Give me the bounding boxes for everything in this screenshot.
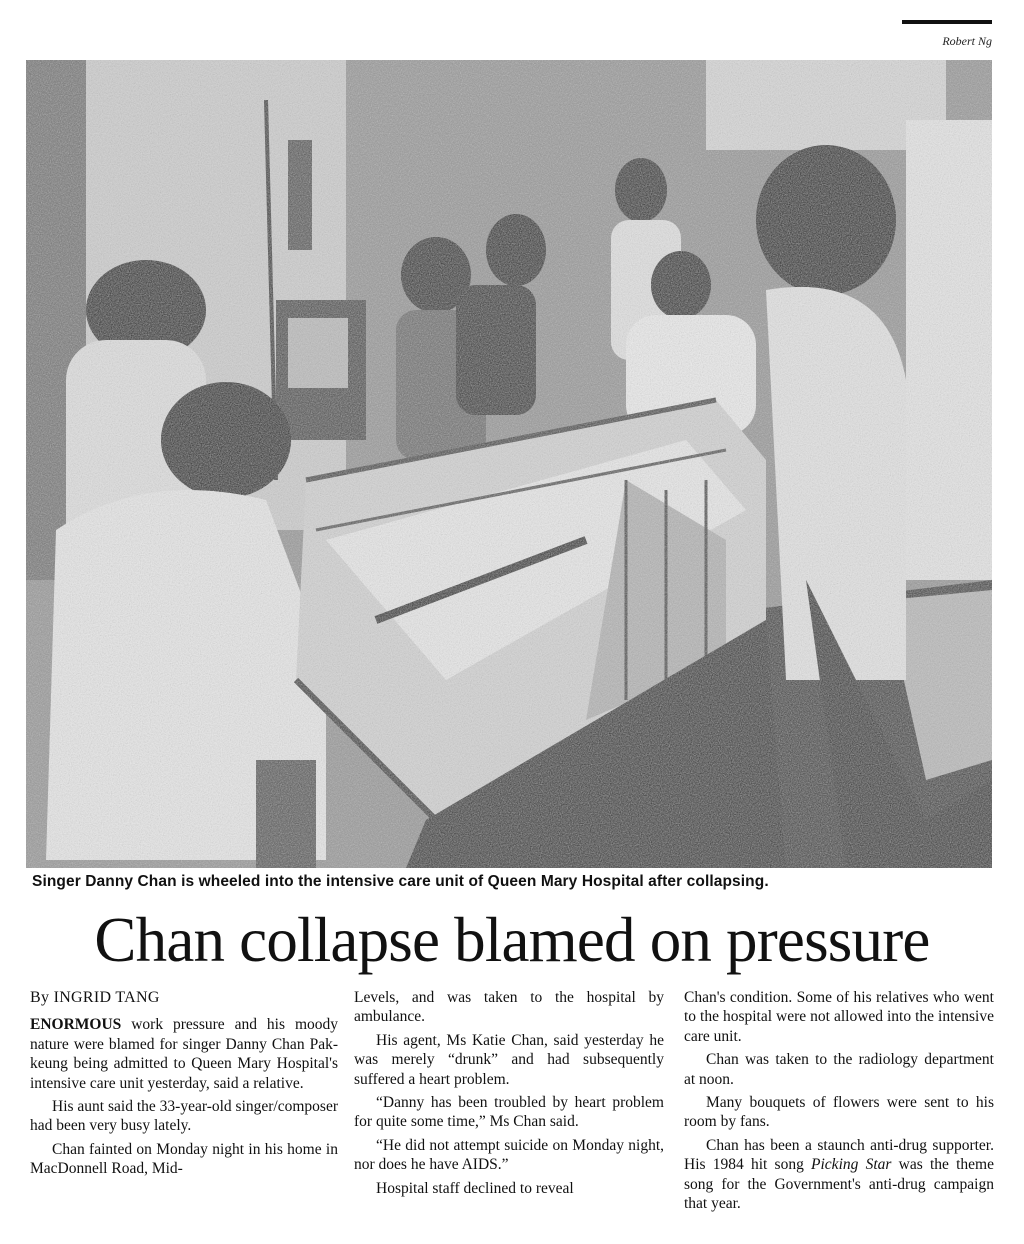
headline: Chan collapse blamed on pressure xyxy=(94,905,930,975)
paragraph-text: was the theme song for the Government's anti-drug campaign that year. xyxy=(684,1156,994,1213)
photo-illustration xyxy=(26,60,992,868)
article-paragraph: His agent, Ms Katie Chan, said yesterday he was merely “drunk” and had subsequently suffered a heart problem. xyxy=(354,1031,664,1088)
article-column-2 xyxy=(354,988,664,1202)
photo-caption: Singer Danny Chan is wheeled into the intensive care unit of Queen Mary Hospital after collapsing. xyxy=(32,873,769,890)
photo-credit: Robert Ng xyxy=(942,34,992,48)
top-rule xyxy=(902,20,992,24)
article-column-1 xyxy=(30,988,338,1183)
article-paragraph: “Danny has been troubled by heart problem for quite some time,” Ms Chan said. xyxy=(354,1094,664,1131)
article-paragraph: Chan was taken to the radiology department at noon. xyxy=(684,1051,994,1088)
song-title: Picking Star xyxy=(811,1156,892,1174)
article-paragraph: Hospital staff declined to reveal xyxy=(376,1179,574,1197)
article-paragraph: Many bouquets of flowers were sent to his room by fans. xyxy=(684,1094,994,1131)
page-bottom xyxy=(0,1220,1024,1244)
byline: By INGRID TANG xyxy=(30,989,160,1006)
lead-word: ENORMOUS xyxy=(30,1016,122,1034)
article-paragraph: Chan fainted on Monday night in his home in MacDonnell Road, Mid- xyxy=(30,1140,338,1178)
article-paragraph: “He did not attempt suicide on Monday night, nor does he have AIDS.” xyxy=(354,1136,664,1174)
paragraph-text: work pressure and his moody nature were blamed for singer Danny Chan Pak-keung being admitted to Queen Mary Hospital's intensive care unit yesterday, said a relative. xyxy=(30,1016,338,1092)
article-paragraph xyxy=(684,1136,994,1214)
article-paragraph: His aunt said the 33-year-old singer/composer had been very busy lately. xyxy=(30,1098,338,1135)
article-paragraph: Levels, and was taken to the hospital by ambulance. xyxy=(354,989,664,1026)
news-photo xyxy=(26,60,992,868)
article-paragraph xyxy=(30,1015,338,1093)
paragraph-text: Chan has been a staunch anti-drug supporter. His 1984 hit song xyxy=(684,1136,994,1174)
article-column-3 xyxy=(684,988,994,1217)
article-paragraph: Chan's condition. Some of his relatives who went to the hospital were not allowed into the intensive care unit. xyxy=(684,989,994,1045)
